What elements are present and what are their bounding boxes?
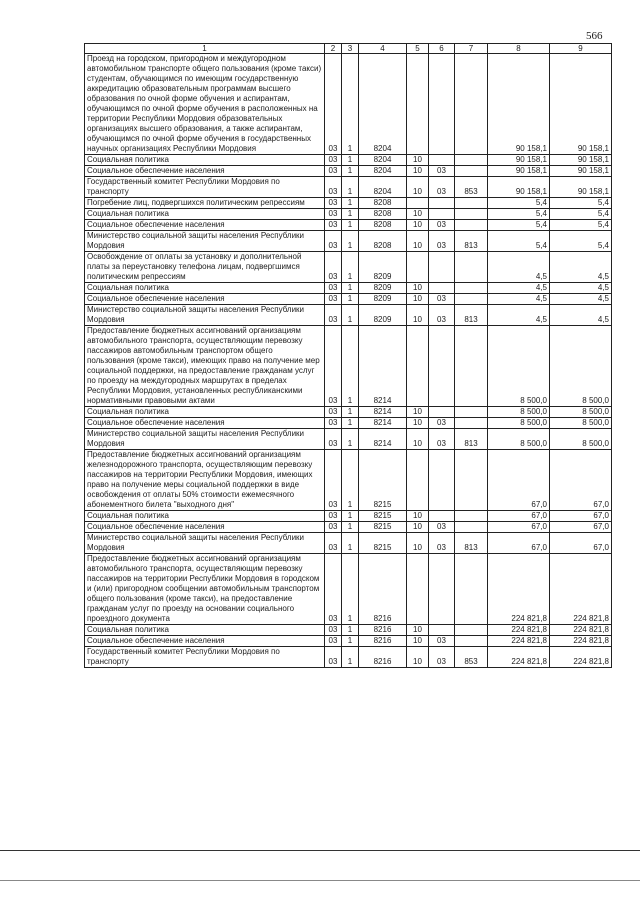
target-code-cell: 8209 xyxy=(359,294,407,305)
amount-year-2-cell: 67,0 xyxy=(550,522,612,533)
amount-year-2-cell: 67,0 xyxy=(550,450,612,511)
table-row xyxy=(85,305,612,326)
amount-year-2-cell: 5,4 xyxy=(550,198,612,209)
table-row xyxy=(85,450,612,511)
column-header: 5 xyxy=(407,44,429,54)
section-code-cell xyxy=(407,198,429,209)
footer-divider xyxy=(0,850,640,851)
chapter-code-cell: 03 xyxy=(325,326,342,407)
subchapter-code-cell: 1 xyxy=(342,252,359,283)
amount-year-2-cell: 8 500,0 xyxy=(550,326,612,407)
chapter-code-cell: 03 xyxy=(325,647,342,668)
amount-year-1-cell: 5,4 xyxy=(488,209,550,220)
subsection-code-cell xyxy=(429,198,455,209)
section-code-cell: 10 xyxy=(407,220,429,231)
subsection-code-cell: 03 xyxy=(429,177,455,198)
chapter-code-cell: 03 xyxy=(325,533,342,554)
amount-year-1-cell: 67,0 xyxy=(488,511,550,522)
subchapter-code-cell: 1 xyxy=(342,326,359,407)
subchapter-code-cell: 1 xyxy=(342,533,359,554)
table-row xyxy=(85,522,612,533)
ministry-code-cell xyxy=(455,407,488,418)
chapter-code-cell: 03 xyxy=(325,429,342,450)
section-code-cell: 10 xyxy=(407,305,429,326)
target-code-cell: 8214 xyxy=(359,429,407,450)
subchapter-code-cell: 1 xyxy=(342,450,359,511)
column-header: 7 xyxy=(455,44,488,54)
item-name-cell: Социальная политика xyxy=(85,209,325,220)
subsection-code-cell: 03 xyxy=(429,636,455,647)
subchapter-code-cell: 1 xyxy=(342,407,359,418)
subchapter-code-cell: 1 xyxy=(342,511,359,522)
subchapter-code-cell: 1 xyxy=(342,177,359,198)
item-name-cell: Социальное обеспечение населения xyxy=(85,636,325,647)
chapter-code-cell: 03 xyxy=(325,177,342,198)
table-row xyxy=(85,209,612,220)
amount-year-2-cell: 224 821,8 xyxy=(550,636,612,647)
subsection-code-cell xyxy=(429,252,455,283)
chapter-code-cell: 03 xyxy=(325,155,342,166)
amount-year-1-cell: 8 500,0 xyxy=(488,326,550,407)
subchapter-code-cell: 1 xyxy=(342,155,359,166)
amount-year-1-cell: 8 500,0 xyxy=(488,429,550,450)
target-code-cell: 8204 xyxy=(359,155,407,166)
target-code-cell: 8209 xyxy=(359,305,407,326)
subsection-code-cell xyxy=(429,450,455,511)
target-code-cell: 8214 xyxy=(359,407,407,418)
section-code-cell: 10 xyxy=(407,209,429,220)
table-row xyxy=(85,625,612,636)
chapter-code-cell: 03 xyxy=(325,636,342,647)
table-row xyxy=(85,636,612,647)
chapter-code-cell: 03 xyxy=(325,511,342,522)
target-code-cell: 8215 xyxy=(359,511,407,522)
amount-year-1-cell: 4,5 xyxy=(488,252,550,283)
subchapter-code-cell: 1 xyxy=(342,554,359,625)
table-row xyxy=(85,326,612,407)
ministry-code-cell xyxy=(455,283,488,294)
chapter-code-cell: 03 xyxy=(325,625,342,636)
column-header: 4 xyxy=(359,44,407,54)
target-code-cell: 8214 xyxy=(359,326,407,407)
chapter-code-cell: 03 xyxy=(325,166,342,177)
subsection-code-cell xyxy=(429,54,455,155)
subsection-code-cell: 03 xyxy=(429,294,455,305)
item-name-cell: Социальное обеспечение населения xyxy=(85,294,325,305)
column-header: 2 xyxy=(325,44,342,54)
table-row xyxy=(85,429,612,450)
table-row xyxy=(85,283,612,294)
target-code-cell: 8204 xyxy=(359,166,407,177)
subsection-code-cell xyxy=(429,209,455,220)
target-code-cell: 8215 xyxy=(359,450,407,511)
amount-year-1-cell: 90 158,1 xyxy=(488,177,550,198)
ministry-code-cell xyxy=(455,418,488,429)
amount-year-2-cell: 5,4 xyxy=(550,231,612,252)
item-name-cell: Социальная политика xyxy=(85,625,325,636)
table-row xyxy=(85,554,612,625)
subchapter-code-cell: 1 xyxy=(342,294,359,305)
subchapter-code-cell: 1 xyxy=(342,625,359,636)
ministry-code-cell: 813 xyxy=(455,533,488,554)
ministry-code-cell xyxy=(455,209,488,220)
target-code-cell: 8209 xyxy=(359,252,407,283)
section-code-cell: 10 xyxy=(407,166,429,177)
subsection-code-cell xyxy=(429,554,455,625)
ministry-code-cell xyxy=(455,326,488,407)
amount-year-2-cell: 5,4 xyxy=(550,220,612,231)
amount-year-2-cell: 90 158,1 xyxy=(550,166,612,177)
section-code-cell: 10 xyxy=(407,429,429,450)
target-code-cell: 8204 xyxy=(359,177,407,198)
table-row xyxy=(85,177,612,198)
amount-year-2-cell: 8 500,0 xyxy=(550,418,612,429)
target-code-cell: 8208 xyxy=(359,231,407,252)
table-row xyxy=(85,418,612,429)
target-code-cell: 8215 xyxy=(359,533,407,554)
target-code-cell: 8208 xyxy=(359,198,407,209)
ministry-code-cell: 813 xyxy=(455,429,488,450)
page-number: 566 xyxy=(586,30,603,42)
table-row xyxy=(85,407,612,418)
section-code-cell xyxy=(407,326,429,407)
target-code-cell: 8216 xyxy=(359,625,407,636)
subsection-code-cell xyxy=(429,326,455,407)
target-code-cell: 8208 xyxy=(359,220,407,231)
footer-divider xyxy=(0,880,640,881)
amount-year-2-cell: 90 158,1 xyxy=(550,177,612,198)
ministry-code-cell xyxy=(455,450,488,511)
subsection-code-cell: 03 xyxy=(429,647,455,668)
target-code-cell: 8208 xyxy=(359,209,407,220)
section-code-cell: 10 xyxy=(407,231,429,252)
column-header: 1 xyxy=(85,44,325,54)
subsection-code-cell xyxy=(429,407,455,418)
subchapter-code-cell: 1 xyxy=(342,166,359,177)
section-code-cell: 10 xyxy=(407,283,429,294)
table-row xyxy=(85,647,612,668)
item-name-cell: Министерство социальной защиты населения Республики Мордовия xyxy=(85,533,325,554)
ministry-code-cell xyxy=(455,220,488,231)
table-row xyxy=(85,166,612,177)
subchapter-code-cell: 1 xyxy=(342,283,359,294)
subchapter-code-cell: 1 xyxy=(342,54,359,155)
budget-table xyxy=(84,43,612,668)
item-name-cell: Социальное обеспечение населения xyxy=(85,220,325,231)
target-code-cell: 8215 xyxy=(359,522,407,533)
subsection-code-cell: 03 xyxy=(429,231,455,252)
chapter-code-cell: 03 xyxy=(325,305,342,326)
item-name-cell: Проезд на городском, пригородном и междугородном автомобильном транспорте общего пользования (кроме такси) студентам, обучающимся по имеющим государственную аккредитацию образовательным программам высшего образования по очной форме обучения и аспирантам, обучающимся по очной форме обучения в расположенных на территории Республики Мордовия образовательных организациях высшего образования, а также аспирантам, обучающимся по очной форме обучения в государственных научных организациях Республики Мордовия xyxy=(85,54,325,155)
table-row xyxy=(85,231,612,252)
column-number-row xyxy=(85,44,612,54)
amount-year-2-cell: 4,5 xyxy=(550,305,612,326)
chapter-code-cell: 03 xyxy=(325,294,342,305)
target-code-cell: 8209 xyxy=(359,283,407,294)
chapter-code-cell: 03 xyxy=(325,554,342,625)
amount-year-1-cell: 224 821,8 xyxy=(488,636,550,647)
amount-year-2-cell: 4,5 xyxy=(550,252,612,283)
ministry-code-cell: 813 xyxy=(455,231,488,252)
table-row xyxy=(85,511,612,522)
section-code-cell: 10 xyxy=(407,636,429,647)
item-name-cell: Предоставление бюджетных ассигнований организациям автомобильного транспорта, осуществляющим перевозку пассажиров автомобильным транспортом общего пользования (кроме такси), имеющих право на получение мер социальной поддержки, на предоставление гражданам услуг по проезду на междугородных маршрутах в пределах Республики Мордовия, установленных республиканскими нормативными правовыми актами xyxy=(85,326,325,407)
column-header: 9 xyxy=(550,44,612,54)
item-name-cell: Погребение лиц, подвергшихся политическим репрессиям xyxy=(85,198,325,209)
target-code-cell: 8216 xyxy=(359,636,407,647)
table-row xyxy=(85,294,612,305)
subchapter-code-cell: 1 xyxy=(342,231,359,252)
chapter-code-cell: 03 xyxy=(325,198,342,209)
section-code-cell: 10 xyxy=(407,294,429,305)
subsection-code-cell: 03 xyxy=(429,533,455,554)
ministry-code-cell xyxy=(455,198,488,209)
subchapter-code-cell: 1 xyxy=(342,418,359,429)
chapter-code-cell: 03 xyxy=(325,231,342,252)
ministry-code-cell xyxy=(455,166,488,177)
amount-year-1-cell: 4,5 xyxy=(488,305,550,326)
section-code-cell: 10 xyxy=(407,533,429,554)
amount-year-2-cell: 8 500,0 xyxy=(550,429,612,450)
subchapter-code-cell: 1 xyxy=(342,305,359,326)
table-row xyxy=(85,220,612,231)
subsection-code-cell: 03 xyxy=(429,429,455,450)
ministry-code-cell: 813 xyxy=(455,305,488,326)
amount-year-2-cell: 67,0 xyxy=(550,511,612,522)
amount-year-1-cell: 90 158,1 xyxy=(488,54,550,155)
section-code-cell xyxy=(407,54,429,155)
chapter-code-cell: 03 xyxy=(325,283,342,294)
subchapter-code-cell: 1 xyxy=(342,209,359,220)
amount-year-1-cell: 224 821,8 xyxy=(488,625,550,636)
column-header: 3 xyxy=(342,44,359,54)
amount-year-2-cell: 4,5 xyxy=(550,283,612,294)
item-name-cell: Министерство социальной защиты населения Республики Мордовия xyxy=(85,429,325,450)
amount-year-1-cell: 5,4 xyxy=(488,231,550,252)
amount-year-1-cell: 8 500,0 xyxy=(488,407,550,418)
subsection-code-cell: 03 xyxy=(429,522,455,533)
subsection-code-cell xyxy=(429,511,455,522)
section-code-cell: 10 xyxy=(407,522,429,533)
table-row xyxy=(85,155,612,166)
chapter-code-cell: 03 xyxy=(325,407,342,418)
section-code-cell: 10 xyxy=(407,177,429,198)
amount-year-2-cell: 224 821,8 xyxy=(550,554,612,625)
item-name-cell: Государственный комитет Республики Мордовия по транспорту xyxy=(85,647,325,668)
column-header: 6 xyxy=(429,44,455,54)
subchapter-code-cell: 1 xyxy=(342,647,359,668)
target-code-cell: 8216 xyxy=(359,647,407,668)
table-row xyxy=(85,54,612,155)
amount-year-1-cell: 67,0 xyxy=(488,522,550,533)
section-code-cell xyxy=(407,252,429,283)
subchapter-code-cell: 1 xyxy=(342,429,359,450)
ministry-code-cell: 853 xyxy=(455,177,488,198)
section-code-cell xyxy=(407,450,429,511)
section-code-cell: 10 xyxy=(407,155,429,166)
item-name-cell: Предоставление бюджетных ассигнований организациям железнодорожного транспорта, осуществляющим перевозку пассажиров на территории Республики Мордовия, имеющих право на получение меры социальной поддержки в виде освобождения от оплаты 50% стоимости ежемесячного абонементного билета "выходного дня" xyxy=(85,450,325,511)
item-name-cell: Социальная политика xyxy=(85,511,325,522)
amount-year-1-cell: 90 158,1 xyxy=(488,166,550,177)
amount-year-1-cell: 5,4 xyxy=(488,198,550,209)
ministry-code-cell xyxy=(455,54,488,155)
column-header: 8 xyxy=(488,44,550,54)
ministry-code-cell: 853 xyxy=(455,647,488,668)
ministry-code-cell xyxy=(455,511,488,522)
table-row xyxy=(85,198,612,209)
amount-year-2-cell: 90 158,1 xyxy=(550,54,612,155)
section-code-cell: 10 xyxy=(407,625,429,636)
table-row xyxy=(85,533,612,554)
ministry-code-cell xyxy=(455,554,488,625)
target-code-cell: 8204 xyxy=(359,54,407,155)
amount-year-2-cell: 5,4 xyxy=(550,209,612,220)
section-code-cell xyxy=(407,554,429,625)
section-code-cell: 10 xyxy=(407,511,429,522)
ministry-code-cell xyxy=(455,636,488,647)
amount-year-2-cell: 224 821,8 xyxy=(550,647,612,668)
item-name-cell: Социальное обеспечение населения xyxy=(85,418,325,429)
subsection-code-cell xyxy=(429,625,455,636)
chapter-code-cell: 03 xyxy=(325,450,342,511)
item-name-cell: Социальное обеспечение населения xyxy=(85,522,325,533)
chapter-code-cell: 03 xyxy=(325,418,342,429)
item-name-cell: Государственный комитет Республики Мордовия по транспорту xyxy=(85,177,325,198)
ministry-code-cell xyxy=(455,294,488,305)
item-name-cell: Министерство социальной защиты населения Республики Мордовия xyxy=(85,305,325,326)
chapter-code-cell: 03 xyxy=(325,252,342,283)
ministry-code-cell xyxy=(455,252,488,283)
target-code-cell: 8216 xyxy=(359,554,407,625)
amount-year-1-cell: 4,5 xyxy=(488,283,550,294)
amount-year-1-cell: 4,5 xyxy=(488,294,550,305)
subchapter-code-cell: 1 xyxy=(342,220,359,231)
chapter-code-cell: 03 xyxy=(325,522,342,533)
item-name-cell: Социальное обеспечение населения xyxy=(85,166,325,177)
section-code-cell: 10 xyxy=(407,418,429,429)
section-code-cell: 10 xyxy=(407,647,429,668)
subsection-code-cell: 03 xyxy=(429,220,455,231)
item-name-cell: Социальная политика xyxy=(85,407,325,418)
ministry-code-cell xyxy=(455,522,488,533)
table-body xyxy=(85,54,612,668)
target-code-cell: 8214 xyxy=(359,418,407,429)
item-name-cell: Министерство социальной защиты населения Республики Мордовия xyxy=(85,231,325,252)
amount-year-1-cell: 67,0 xyxy=(488,533,550,554)
chapter-code-cell: 03 xyxy=(325,209,342,220)
subsection-code-cell: 03 xyxy=(429,418,455,429)
item-name-cell: Освобождение от оплаты за установку и дополнительной платы за переустановку телефона лицам, подвергшимся политическим репрессиям xyxy=(85,252,325,283)
section-code-cell: 10 xyxy=(407,407,429,418)
chapter-code-cell: 03 xyxy=(325,54,342,155)
subsection-code-cell: 03 xyxy=(429,166,455,177)
subsection-code-cell xyxy=(429,283,455,294)
subchapter-code-cell: 1 xyxy=(342,522,359,533)
subsection-code-cell xyxy=(429,155,455,166)
amount-year-1-cell: 8 500,0 xyxy=(488,418,550,429)
amount-year-2-cell: 90 158,1 xyxy=(550,155,612,166)
item-name-cell: Социальная политика xyxy=(85,283,325,294)
amount-year-2-cell: 67,0 xyxy=(550,533,612,554)
ministry-code-cell xyxy=(455,155,488,166)
item-name-cell: Социальная политика xyxy=(85,155,325,166)
item-name-cell: Предоставление бюджетных ассигнований организациям автомобильного транспорта, осуществляющим перевозку пассажиров на территории Республики Мордовия в городском и (или) пригородном сообщении автомобильным транспортом общего пользования (кроме такси), на предоставление гражданам услуг по проезду на основании социального проездного документа xyxy=(85,554,325,625)
subchapter-code-cell: 1 xyxy=(342,198,359,209)
ministry-code-cell xyxy=(455,625,488,636)
amount-year-1-cell: 224 821,8 xyxy=(488,647,550,668)
chapter-code-cell: 03 xyxy=(325,220,342,231)
subchapter-code-cell: 1 xyxy=(342,636,359,647)
amount-year-1-cell: 90 158,1 xyxy=(488,155,550,166)
amount-year-2-cell: 4,5 xyxy=(550,294,612,305)
subsection-code-cell: 03 xyxy=(429,305,455,326)
amount-year-2-cell: 8 500,0 xyxy=(550,407,612,418)
table-row xyxy=(85,252,612,283)
amount-year-1-cell: 67,0 xyxy=(488,450,550,511)
amount-year-2-cell: 224 821,8 xyxy=(550,625,612,636)
amount-year-1-cell: 5,4 xyxy=(488,220,550,231)
amount-year-1-cell: 224 821,8 xyxy=(488,554,550,625)
